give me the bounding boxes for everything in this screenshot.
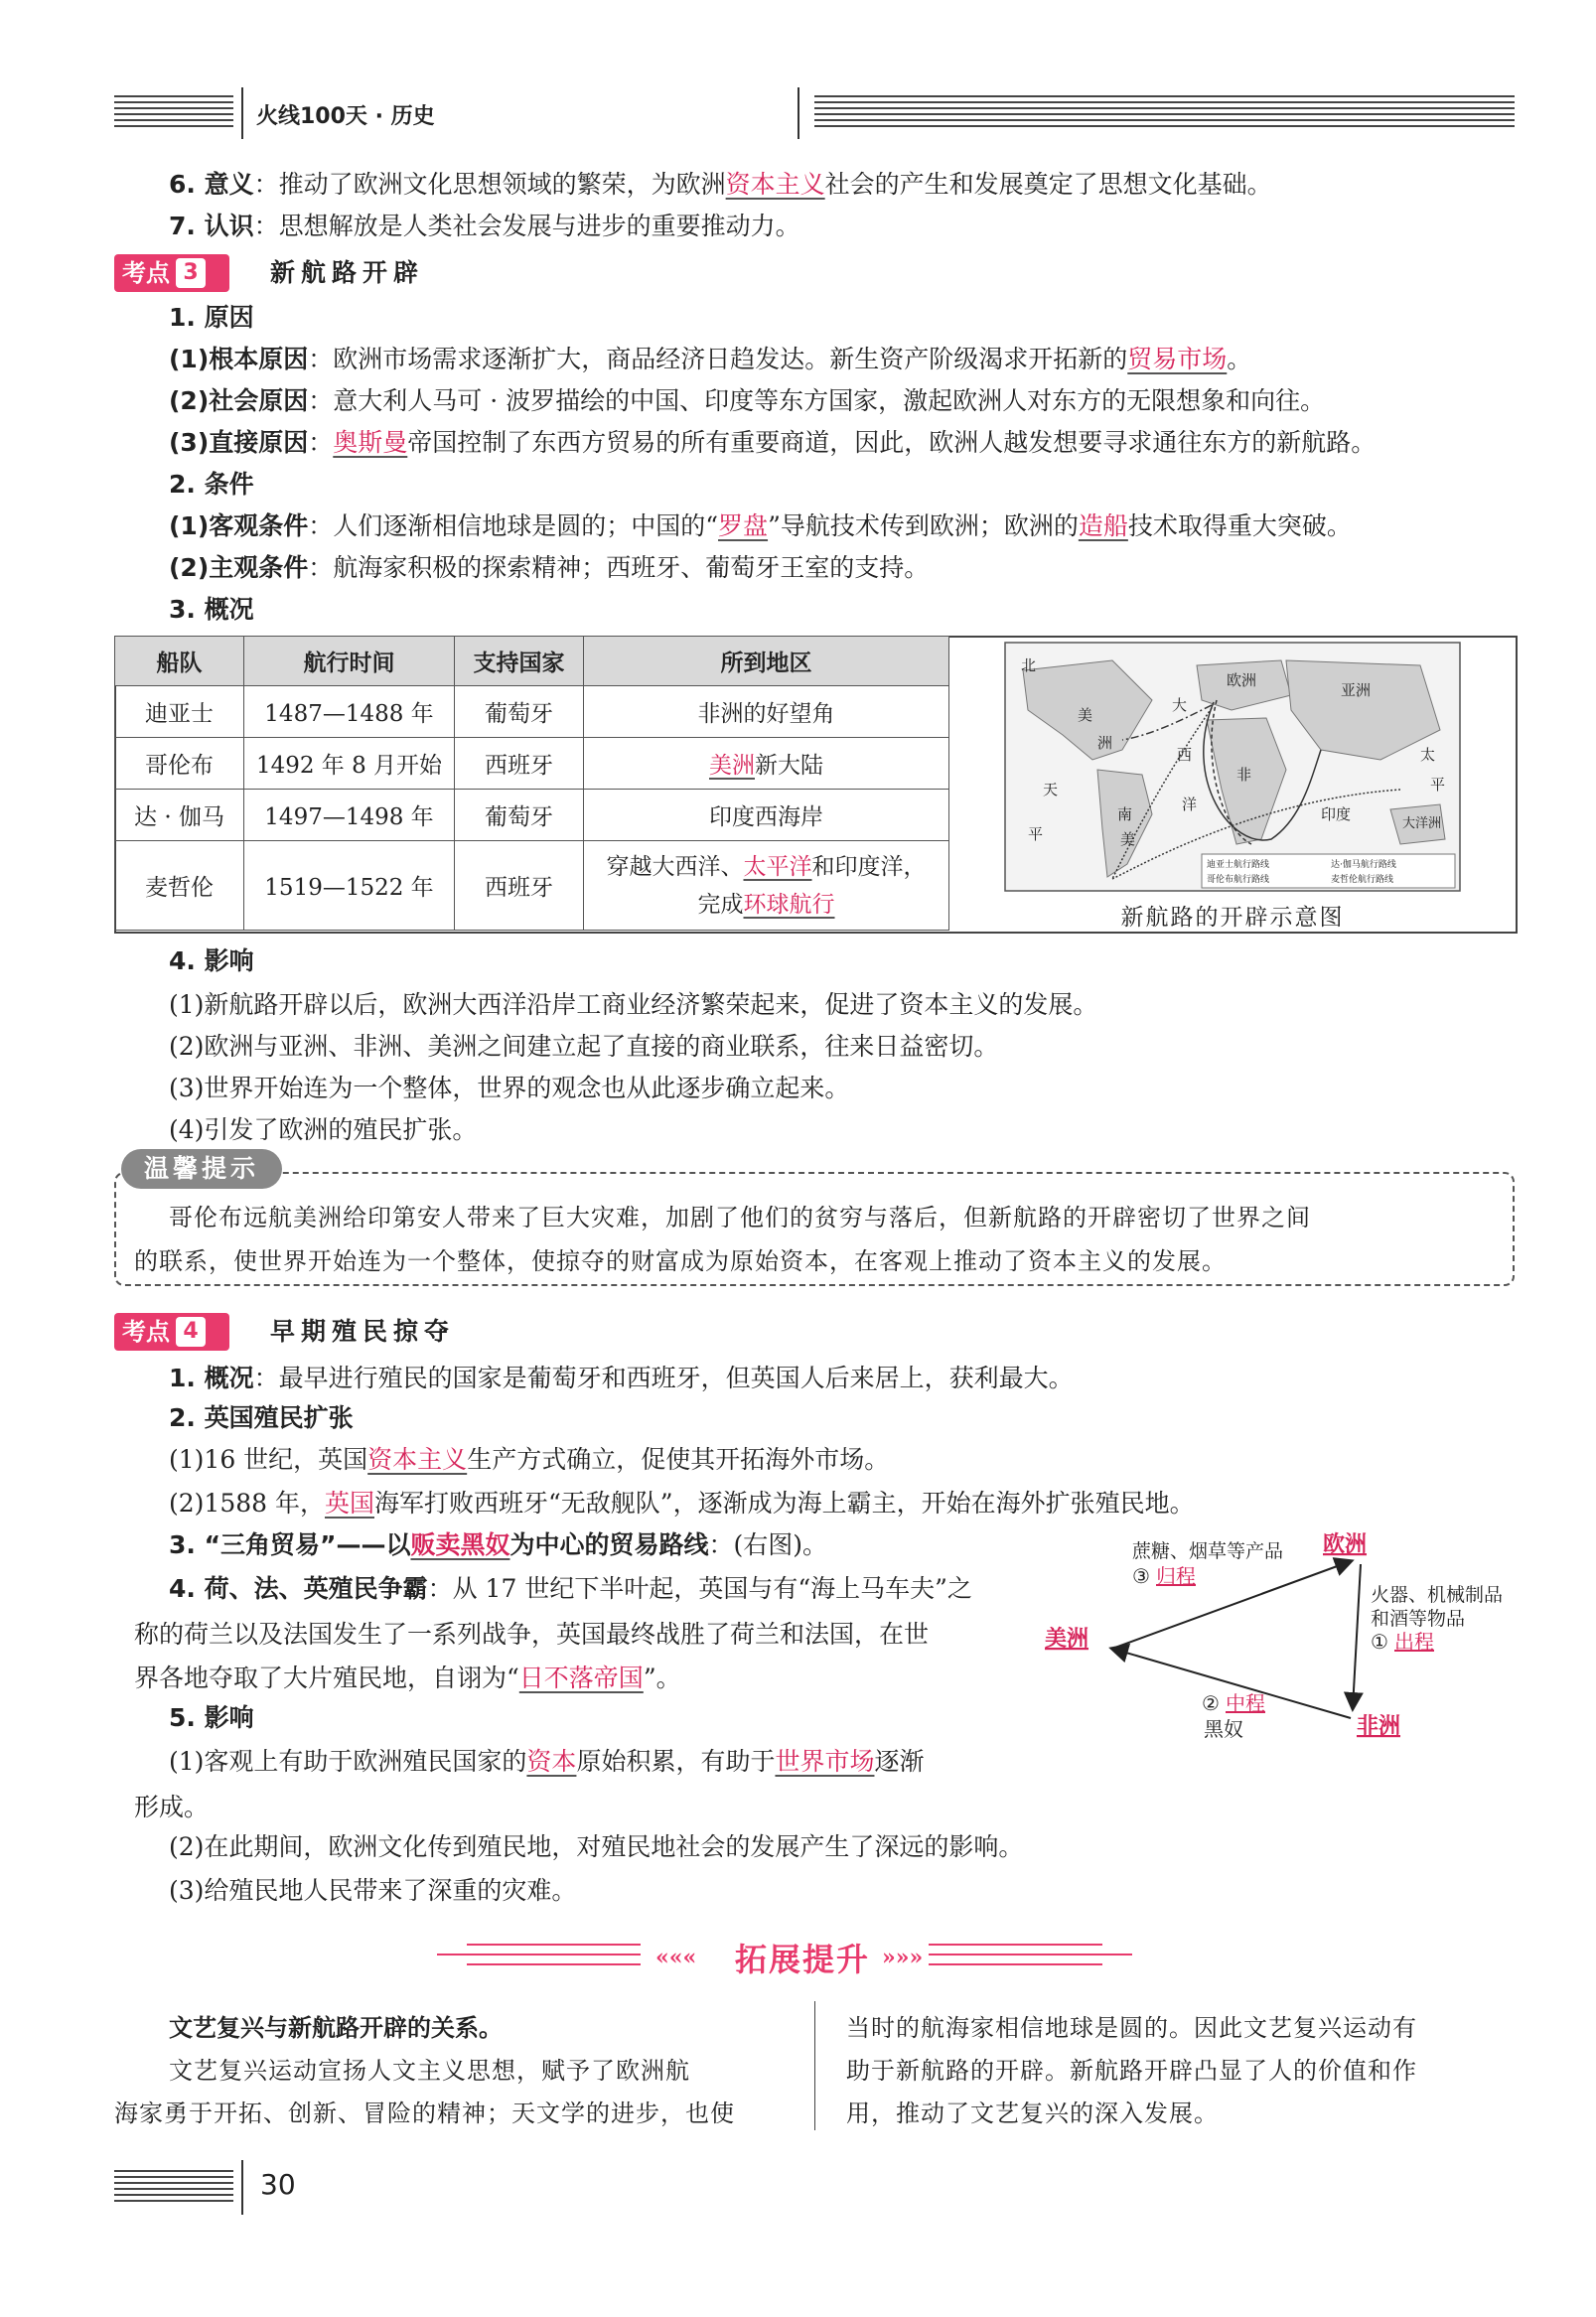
footer-divider xyxy=(241,2160,243,2215)
kd3-reason-1: (1)根本原因：欧洲市场需求逐渐扩大，商品经济日趋发达。新生资产阶级渴求开拓新的贸易市场。 xyxy=(169,345,1252,373)
page-number: 30 xyxy=(260,2168,296,2201)
kd4-general: 1. 概况：最早进行殖民的国家是葡萄牙和西班牙，但英国人后来居上，获利最大。 xyxy=(169,1364,1074,1392)
table-row: 迪亚士 1487—1488 年 葡萄牙 非洲的好望角 xyxy=(115,686,949,738)
triangle-trade-diagram xyxy=(1033,1520,1529,1768)
out-label: 出程 xyxy=(1394,1630,1434,1654)
tip-line-2: 的联系，使世界开始连为一个整体，使掠夺的财富成为原始资本，在客观上推动了资本主义的发展。 xyxy=(134,1247,1227,1275)
header-decoration-left xyxy=(114,95,233,135)
node-africa: 非洲 xyxy=(1357,1713,1401,1739)
kd4-badge: 考点 4 xyxy=(114,1313,229,1351)
node-europe: 欧洲 xyxy=(1323,1531,1368,1557)
table-row: 达 · 伽马 1497—1498 年 葡萄牙 印度西海岸 xyxy=(115,790,949,841)
return-label: 归程 xyxy=(1156,1564,1196,1588)
map-label-south-sub: 美 xyxy=(1120,830,1136,848)
kd4-rivalry-l2: 称的荷兰以及法国发生了一系列战争，英国最终战胜了荷兰和法国，在世 xyxy=(134,1620,930,1649)
arrow-outbound xyxy=(1353,1564,1361,1708)
header-divider-right xyxy=(798,87,799,139)
item-7: 7. 认识：思想解放是人类社会发展与进步的重要推动力。 xyxy=(169,212,800,240)
mid-slaves: 黑奴 xyxy=(1204,1717,1243,1741)
out-num: ① xyxy=(1371,1630,1388,1654)
map-label-pacific-sub: 平 xyxy=(1430,776,1446,794)
tuozhan-right-2: 助于新航路的开辟。新航路开辟凸显了人的价值和作 xyxy=(846,2057,1417,2085)
legend-dias: 迪亚士航行路线 xyxy=(1207,860,1270,870)
kd4-section-5: 5. 影响 xyxy=(169,1703,254,1732)
kd3-section-3: 3. 概况 xyxy=(169,595,254,624)
tuozhan-right-3: 用，推动了文艺复兴的深入发展。 xyxy=(846,2100,1219,2127)
map-label-africa: 非 xyxy=(1236,766,1252,784)
tuozhan-title-banner: 拓展提升 xyxy=(735,1941,871,1978)
kd3-impact-3: (3)世界开始连为一个整体，世界的观念也从此逐步确立起来。 xyxy=(169,1074,850,1102)
out-goods-1: 火器、机械制品 xyxy=(1371,1584,1504,1606)
tuozhan-right-1: 当时的航海家相信地球是圆的。因此文艺复兴运动有 xyxy=(846,2014,1417,2042)
kd3-section-1: 1. 原因 xyxy=(169,303,254,332)
kd4-rivalry: 4. 荷、法、英殖民争霸：从 17 世纪下半叶起，英国与有“海上马车夫”之 xyxy=(169,1574,972,1603)
map-label-north: 北 xyxy=(1021,656,1037,674)
mid-label: 中程 xyxy=(1226,1691,1265,1715)
map-label-america: 美 xyxy=(1078,706,1093,724)
kd3-section-4: 4. 影响 xyxy=(169,946,254,975)
map-caption: 新航路的开辟示意图 xyxy=(1120,905,1345,931)
tuozhan-heading: 文艺复兴与新航路开辟的关系。 xyxy=(169,2014,503,2042)
header-decoration-right xyxy=(814,95,1515,135)
kd3-section-2: 2. 条件 xyxy=(169,470,254,499)
kd3-reason-3: (3)直接原因：奥斯曼帝国控制了东西方贸易的所有重要商道，因此，欧洲人越发想要寻求通往东方的新航路。 xyxy=(169,428,1377,457)
header-divider xyxy=(241,87,243,139)
voyage-table xyxy=(114,636,949,931)
kd4-effect-1-l2: 形成。 xyxy=(134,1793,210,1821)
book-title: 火线100天 · 历史 xyxy=(256,104,435,129)
map-label-ping: 平 xyxy=(1028,825,1044,843)
kd3-condition-2: (2)主观条件：航海家积极的探索精神；西班牙、葡萄牙王室的支持。 xyxy=(169,553,930,582)
legend-magellan: 麦哲伦航行路线 xyxy=(1331,875,1394,885)
svg-text:«««: ««« xyxy=(655,1945,697,1970)
kd3-impact-2: (2)欧洲与亚洲、非洲、美洲之间建立起了直接的商业联系，往来日益密切。 xyxy=(169,1032,999,1061)
voyage-map xyxy=(1003,641,1462,894)
tuozhan-column-divider xyxy=(814,2001,815,2130)
map-label-south: 南 xyxy=(1117,805,1133,823)
return-num: ③ xyxy=(1132,1564,1150,1588)
kd4-section-3: 3. “三角贸易”——以贩卖黑奴为中心的贸易路线：(右图)。 xyxy=(169,1530,828,1559)
map-label-ocean: 洋 xyxy=(1182,796,1198,813)
kd4-rivalry-l3: 界各地夺取了大片殖民地，自诩为“日不落帝国”。 xyxy=(134,1664,681,1692)
out-goods-2: 和酒等物品 xyxy=(1371,1608,1466,1630)
tuozhan-left-1: 文艺复兴运动宣扬人文主义思想，赋予了欧洲航 xyxy=(169,2057,690,2085)
mid-num: ② xyxy=(1202,1691,1220,1715)
kd4-effect-2: (2)在此期间，欧洲文化传到殖民地，对殖民地社会的发展产生了深远的影响。 xyxy=(169,1832,1024,1861)
map-label-big: 大 xyxy=(1172,696,1188,714)
table-row: 麦哲伦 1519—1522 年 西班牙 穿越大西洋、太平洋和印度洋， 完成环球航行 xyxy=(115,841,949,931)
map-label-pacific: 太 xyxy=(1420,746,1436,764)
tip-label: 温馨提示 xyxy=(121,1149,282,1189)
kd3-badge: 考点 3 xyxy=(114,254,229,292)
tip-line-1: 哥伦布远航美洲给印第安人带来了巨大灾难，加剧了他们的贫穷与落后，但新航路的开辟密切了世界之间 xyxy=(169,1204,1311,1231)
map-label-tian: 天 xyxy=(1043,781,1059,798)
table-row: 哥伦布 1492 年 8 月开始 西班牙 美洲新大陆 xyxy=(115,738,949,790)
kd3-title: 新航路开辟 xyxy=(270,258,425,287)
map-label-zhou: 洲 xyxy=(1097,734,1113,752)
kd3-impact-1: (1)新航路开辟以后，欧洲大西洋沿岸工商业经济繁荣起来，促进了资本主义的发展。 xyxy=(169,990,1098,1019)
kd3-condition-1: (1)客观条件：人们逐渐相信地球是圆的；中国的“罗盘”导航技术传到欧洲；欧洲的造船技术取得重大突破。 xyxy=(169,511,1352,540)
th-time: 航行时间 xyxy=(244,637,455,686)
kd4-expansion-2: (2)1588 年，英国海军打败西班牙“无敌舰队”，逐渐成为海上霸主，开始在海外扩张殖民地。 xyxy=(169,1489,1195,1518)
kd4-expansion-1: (1)16 世纪，英国资本主义生产方式确立，促使其开拓海外市场。 xyxy=(169,1445,890,1474)
kd4-title: 早期殖民掠夺 xyxy=(270,1317,456,1346)
kd4-effect-1: (1)客观上有助于欧洲殖民国家的资本原始积累，有助于世界市场逐渐 xyxy=(169,1747,925,1776)
th-fleet: 船队 xyxy=(115,637,244,686)
th-area: 所到地区 xyxy=(584,637,949,686)
map-label-west: 西 xyxy=(1177,746,1193,764)
node-america: 美洲 xyxy=(1045,1626,1089,1652)
kd3-impact-4: (4)引发了欧洲的殖民扩张。 xyxy=(169,1115,478,1144)
tuozhan-left-2: 海家勇于开拓、创新、冒险的精神；天文学的进步，也使 xyxy=(114,2100,735,2127)
map-label-europe: 欧洲 xyxy=(1227,671,1257,689)
footer-decoration xyxy=(114,2170,233,2210)
map-label-asia: 亚洲 xyxy=(1341,681,1372,699)
legend-gama: 达·伽马航行路线 xyxy=(1331,860,1396,870)
map-label-oceania: 大洋洲 xyxy=(1402,816,1442,831)
legend-columbus: 哥伦布航行路线 xyxy=(1207,875,1270,885)
return-goods: 蔗糖、烟草等产品 xyxy=(1132,1540,1284,1562)
kd4-effect-3: (3)给殖民地人民带来了深重的灾难。 xyxy=(169,1876,577,1905)
item-6: 6. 意义：推动了欧洲文化思想领域的繁荣，为欧洲资本主义社会的产生和发展奠定了思想文化基础。 xyxy=(169,170,1272,199)
svg-text:»»»: »»» xyxy=(882,1945,924,1970)
kd3-reason-2: (2)社会原因：意大利人马可 · 波罗描绘的中国、印度等东方国家，激起欧洲人对东方的无限想象和向往。 xyxy=(169,386,1326,415)
kd4-section-2: 2. 英国殖民扩张 xyxy=(169,1403,354,1432)
th-country: 支持国家 xyxy=(455,637,584,686)
map-label-india: 印度 xyxy=(1321,805,1352,823)
